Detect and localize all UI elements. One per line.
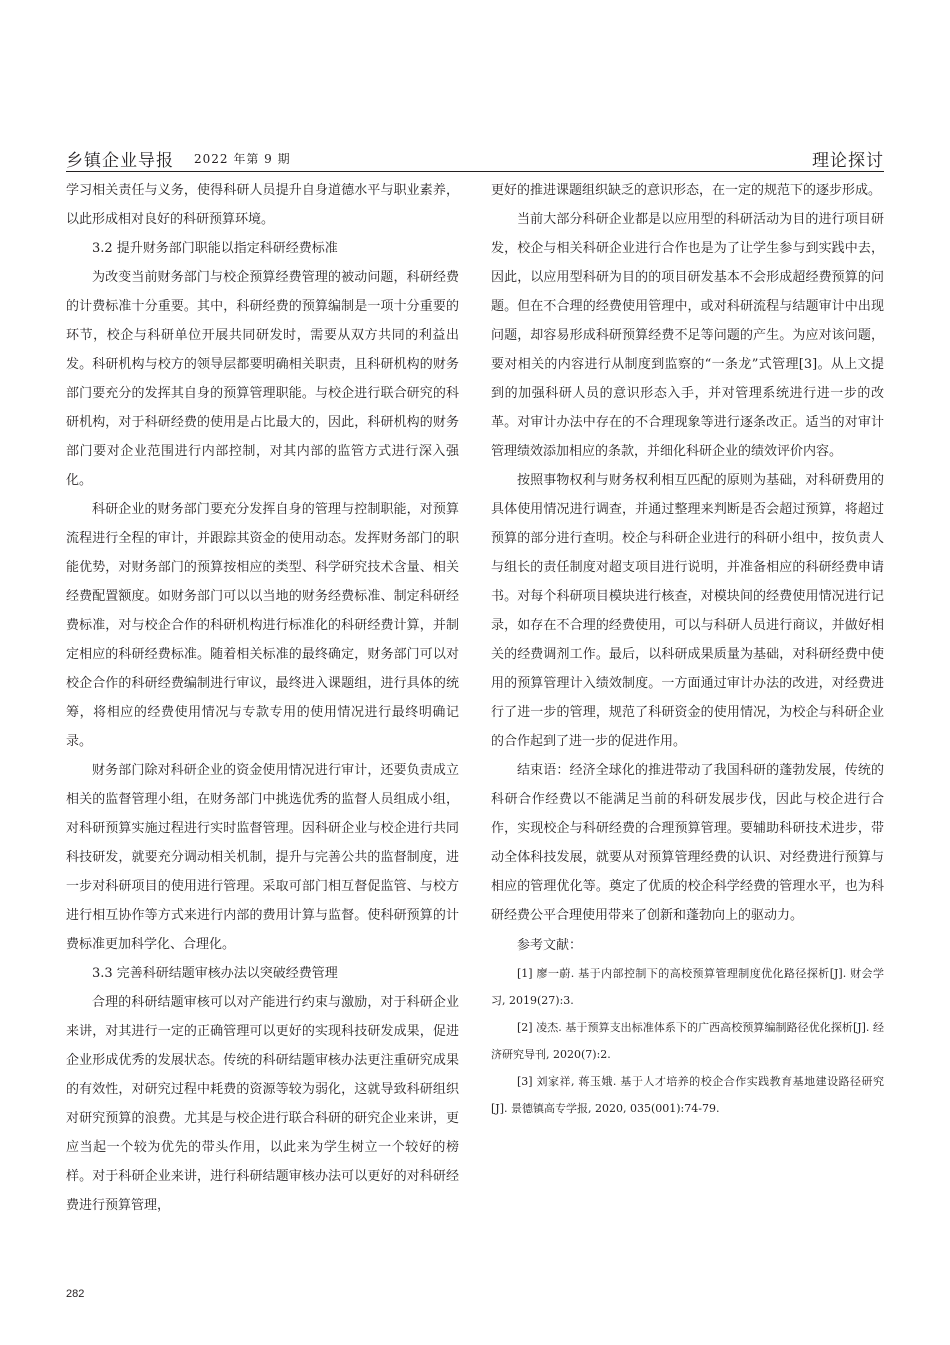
paragraph: 合理的科研结题审核可以对产能进行约束与激励，对于科研企业来讲，对其进行一定的正确管理可以更好的实现科技研发成果，促进企业形成优秀的发展状态。传统的科研结题审核办法更注重研究成果的有效性，对研究过程中耗费的资源等较为弱化，这就导致科研组织对研究预算的浪费。尤其是与校企进行联合科研的研究企业来讲，更应当起一个较为优先的带头作用，以此来为学生树立一个较好的榜样。对于科研企业来讲，进行科研结题审核办法可以更好的对科研经费进行预算管理，	[66, 995, 459, 1213]
conclusion-paragraph: 结束语：经济全球化的推进带动了我国科研的蓬勃发展，传统的科研合作经费以不能满足当前的科研发展步伐，因此与校企进行合作，实现校企与科研经费的合理预算管理。要辅助科研技术进步，带动全体科技发展，就要从对预算管理经费的认识、对经费进行预算与相应的管理优化等。奠定了优质的校企科学经费的管理水平，也为科研经费公平合理使用带来了创新和蓬勃向上的驱动力。	[491, 763, 884, 923]
section-heading: 3.2 提升财务部门职能以指定科研经费标准	[92, 241, 338, 256]
journal-title: 乡镇企业导报	[66, 151, 174, 171]
references-title: 参考文献：	[517, 938, 583, 953]
reference-item: [2] 凌杰. 基于预算支出标准体系下的广西高校预算编制路径优化探析[J]. 经济研究导刊, 2020(7):2.	[491, 1021, 884, 1061]
paragraph: 财务部门除对科研企业的资金使用情况进行审计，还要负责成立相关的监督管理小组，在财务部门中挑选优秀的监督人员组成小组，对科研预算实施过程进行实时监督管理。因科研企业与校企进行共同科技研发，就要充分调动相关机制，提升与完善公共的监督制度，进一步对科研项目的使用进行管理。采取可部门相互督促监管、与校方进行相互协作等方式来进行内部的费用计算与监督。使科研预算的计费标准更加科学化、合理化。	[66, 763, 459, 952]
section-title: 理论探讨	[812, 151, 884, 171]
reference-item: [3] 刘家祥, 蒋玉娥. 基于人才培养的校企合作实践教育基地建设路径研究[J]. 景德镇高专学报, 2020, 035(001):74-79.	[491, 1075, 884, 1115]
left-column	[66, 176, 459, 1220]
paragraph: 更好的推进课题组织缺乏的意识形态，在一定的规范下的逐步形成。	[491, 183, 882, 198]
page-number: 282	[66, 1288, 85, 1300]
header-rule	[66, 171, 884, 172]
paragraph: 科研企业的财务部门要充分发挥自身的管理与控制职能，对预算流程进行全程的审计，并跟踪其资金的使用动态。发挥财务部门的职能优势，对财务部门的预算按相应的类型、科学研究技术含量、相关经费配置额度。如财务部门可以以当地的财务经费标准、制定科研经费标准，对与校企合作的科研机构进行标准化的科研经费计算，并制定相应的科研经费标准。随着相关标准的最终确定，财务部门可以对校企合作的科研经费编制进行审议，最终进入课题组，进行具体的统筹，将相应的经费使用情况与专款专用的使用情况进行最终明确记录。	[66, 502, 459, 749]
paragraph: 当前大部分科研企业都是以应用型的科研活动为目的进行项目研发，校企与相关科研企业进行合作也是为了让学生参与到实践中去，因此，以应用型科研为目的的项目研发基本不会形成超经费预算的问题。但在不合理的经费使用管理中，或对科研流程与结题审计中出现问题，却容易形成科研预算经费不足等问题的产生。为应对该问题，要对相关的内容进行从制度到监察的“一条龙”式管理[3]。从上文提到的加强科研人员的意识形态入手，并对管理系统进行进一步的改革。对审计办法中存在的不合理现象等进行逐条改正。适当的对审计管理绩效添加相应的条款，并细化科研企业的绩效评价内容。	[491, 212, 884, 459]
section-heading: 3.3 完善科研结题审核办法以突破经费管理	[92, 966, 338, 981]
paragraph: 学习相关责任与义务，使得科研人员提升自身道德水平与职业素养，以此形成相对良好的科研预算环境。	[66, 183, 459, 227]
reference-item: [1] 廖一蔚. 基于内部控制下的高校预算管理制度优化路径探析[J]. 财会学习, 2019(27):3.	[491, 967, 884, 1007]
issue-info: 2022 年第 9 期	[194, 152, 291, 166]
paragraph: 为改变当前财务部门与校企预算经费管理的被动问题，科研经费的计费标准十分重要。其中，科研经费的预算编制是一项十分重要的环节，校企与科研单位开展共同研发时，需要从双方共同的利益出发。科研机构与校方的领导层都要明确相关职责，且科研机构的财务部门要充分的发挥其自身的预算管理职能。与校企进行联合研究的科研机构，对于科研经费的使用是占比最大的，因此，科研机构的财务部门要对企业范围进行内部控制，对其内部的监管方式进行深入强化。	[66, 270, 459, 488]
paragraph: 按照事物权利与财务权利相互匹配的原则为基础，对科研费用的具体使用情况进行调查，并通过整理来判断是否会超过预算，将超过预算的部分进行查明。校企与科研企业进行的科研小组中，按负责人与组长的责任制度对超支项目进行说明，并准备相应的科研经费申请书。对每个科研项目模块进行核查，对模块间的经费使用情况进行记录，如存在不合理的经费使用，可以与科研人员进行商议，并做好相关的经费调剂工作。最后，以科研成果质量为基础，对科研经费中使用的预算管理计入绩效制度。一方面通过审计办法的改进，对经费进行了进一步的管理，规范了科研资金的使用情况，为校企与科研企业的合作起到了进一步的促进作用。	[491, 473, 884, 749]
running-header	[66, 146, 884, 174]
right-column	[491, 176, 884, 1122]
